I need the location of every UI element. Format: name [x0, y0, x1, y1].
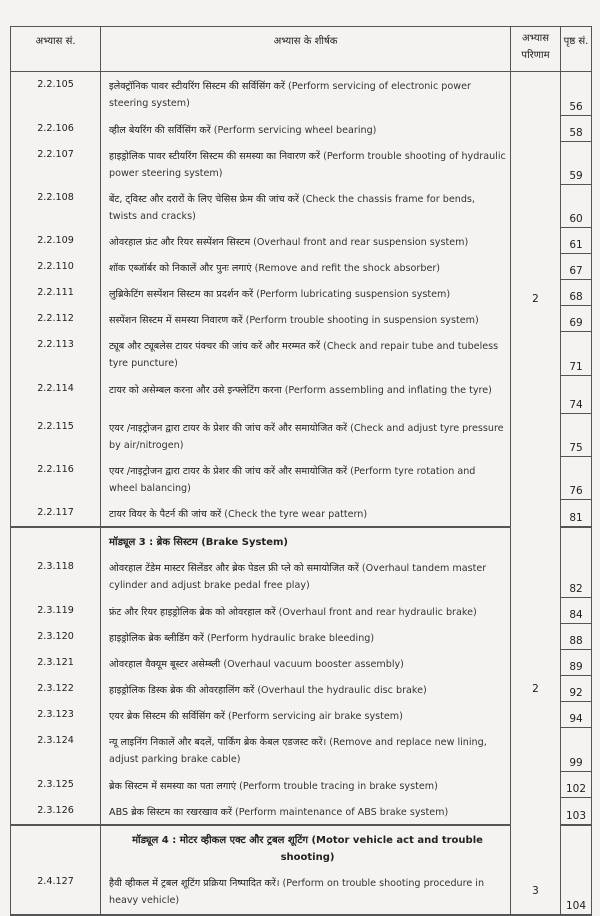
exercise-title — [101, 624, 511, 650]
exercise-title-hindi: एयर /नाइट्रोजन द्वारा टायर के प्रेशर की जांच करें और समायोजित करें — [109, 465, 348, 477]
exercise-number: 2.3.118 — [11, 554, 101, 598]
table-row — [11, 376, 592, 414]
table-row — [11, 457, 592, 500]
exercise-title — [101, 457, 511, 500]
exercise-title-english: (Remove and replace new lining, adjust parking brake cable) — [109, 736, 487, 765]
exercise-title-hindi: फ्रंट और रियर हाइड्रोलिक ब्रेक को ओवरहाल करें — [109, 606, 276, 618]
exercise-title-hindi: शॉक एब्जॉर्बर को निकालें और पुनः लगाएं — [109, 262, 252, 274]
exercise-number: 2.3.119 — [11, 598, 101, 624]
exercise-title — [101, 676, 511, 702]
exercise-number: 2.2.106 — [11, 116, 101, 142]
page-number: 81 — [561, 500, 592, 527]
page-number: 74 — [561, 376, 592, 414]
exercise-title — [101, 254, 511, 280]
page-number: 76 — [561, 457, 592, 500]
exercise-title — [101, 728, 511, 772]
table-row — [11, 142, 592, 185]
table-row — [11, 116, 592, 142]
exercise-title — [101, 142, 511, 185]
exercise-title-english: (Perform trouble shooting of hydraulic power steering system) — [109, 150, 506, 179]
exercise-title — [101, 702, 511, 728]
page-number: 75 — [561, 414, 592, 457]
module-header-spacer — [11, 825, 101, 869]
table-row — [11, 332, 592, 376]
table-row — [11, 306, 592, 332]
exercise-title-english: (Perform trouble tracing in brake system) — [236, 780, 438, 792]
exercise-number: 2.3.123 — [11, 702, 101, 728]
table-row — [11, 728, 592, 772]
exercise-title-hindi: एयर /नाइट्रोजन द्वारा टायर के प्रेशर की जांच करें और समायोजित करें — [109, 422, 348, 434]
exercise-title-hindi: हाइड्रोलिक ब्रेक ब्लीडिंग करें — [109, 632, 204, 644]
exercise-title — [101, 185, 511, 228]
exercise-number: 2.2.108 — [11, 185, 101, 228]
exercise-title — [101, 598, 511, 624]
exercise-title-english: (Perform maintenance of ABS brake system) — [231, 806, 449, 818]
exercise-title-hindi: लुब्रिकेटिंग सस्पेंशन सिस्टम का प्रदर्शन करें — [109, 288, 254, 300]
exercise-title — [101, 798, 511, 825]
table-row — [11, 772, 592, 798]
module-header-row — [11, 527, 592, 554]
exercise-title-english: (Perform trouble shooting in suspension system) — [242, 314, 479, 326]
exercise-title — [101, 500, 511, 527]
exercise-number: 2.3.122 — [11, 676, 101, 702]
exercise-title-hindi: ट्यूब और ट्यूबलेस टायर पंक्चर की जांच करें और मरम्मत करें — [109, 340, 321, 352]
exercise-title — [101, 228, 511, 254]
table-header-row — [11, 27, 592, 72]
page-number: 84 — [561, 598, 592, 624]
exercise-title-hindi: व्हील बेयरिंग की सर्विसिंग करें — [109, 124, 211, 136]
module-title: मॉड्यूल 3 : ब्रेक सिस्टम (Brake System) — [101, 527, 511, 554]
exercise-number: 2.2.116 — [11, 457, 101, 500]
exercise-number: 2.2.107 — [11, 142, 101, 185]
exercise-title-hindi: हाइड्रोलिक डिस्क ब्रेक की ओवरहालिंग करें — [109, 684, 255, 696]
table-row — [11, 650, 592, 676]
exercise-number: 2.2.112 — [11, 306, 101, 332]
header-page-no: पृष्ठ सं. — [561, 27, 592, 72]
page-number: 82 — [561, 554, 592, 598]
exercise-title-english: (Check the tyre wear pattern) — [221, 508, 368, 520]
table-row — [11, 598, 592, 624]
module-title: मॉड्यूल 4 : मोटर व्हीकल एक्ट और ट्रबल शूटिंग (Motor vehicle act and trouble shooting) — [101, 825, 511, 869]
exercise-title — [101, 72, 511, 116]
exercise-number: 2.3.120 — [11, 624, 101, 650]
exercise-index-table — [10, 26, 592, 916]
page-number: 92 — [561, 676, 592, 702]
exercise-title-english: (Perform servicing wheel bearing) — [210, 124, 377, 136]
exercise-title-hindi: न्यू लाइनिंग निकालें और बदलें, पार्किंग ब्रेक केबल एडजस्ट करें। — [109, 736, 327, 748]
exercise-title — [101, 280, 511, 306]
page-number: 102 — [561, 772, 592, 798]
exercise-number: 2.2.113 — [11, 332, 101, 376]
table-row — [11, 228, 592, 254]
exercise-title — [101, 332, 511, 376]
exercise-title-english: (Check the chassis frame for bends, twists and cracks) — [109, 193, 475, 222]
table-row — [11, 280, 592, 306]
page-number: 99 — [561, 728, 592, 772]
exercise-number: 2.2.117 — [11, 500, 101, 527]
exercise-title-hindi: बेंट, ट्विस्ट और दरारों के लिए चेसिस फ्रेम की जांच करें — [109, 193, 299, 205]
exercise-number: 2.2.115 — [11, 414, 101, 457]
exercise-title-hindi: हैवी व्हीकल में ट्रबल शूटिंग प्रक्रिया निष्पादित करें। — [109, 877, 280, 889]
page-number: 67 — [561, 254, 592, 280]
exercise-number: 2.4.127 — [11, 869, 101, 915]
exercise-title-english: (Overhaul front and rear hydraulic brake) — [275, 606, 477, 618]
exercise-title-hindi: ओवरहाल वैक्यूम बूस्टर असेम्ब्ली — [109, 658, 221, 670]
exercise-title-english: (Overhaul front and rear suspension system) — [250, 236, 469, 248]
exercise-title-english: (Remove and refit the shock absorber) — [251, 262, 441, 274]
exercise-number: 2.2.109 — [11, 228, 101, 254]
table-row — [11, 798, 592, 825]
table-row — [11, 676, 592, 702]
exercise-title-english: (Perform assembling and inflating the tyre) — [281, 384, 492, 396]
table-row — [11, 414, 592, 457]
module-header-row — [11, 825, 592, 869]
table-row — [11, 624, 592, 650]
page-number: 56 — [561, 72, 592, 116]
table-body — [11, 72, 592, 915]
exercise-number: 2.3.125 — [11, 772, 101, 798]
page-number: 89 — [561, 650, 592, 676]
exercise-title — [101, 414, 511, 457]
page-number: 88 — [561, 624, 592, 650]
exercise-title-english: (Overhaul the hydraulic disc brake) — [254, 684, 427, 696]
page-number: 104 — [561, 869, 592, 915]
exercise-title — [101, 869, 511, 915]
page-number: 60 — [561, 185, 592, 228]
module-header-result — [511, 527, 561, 554]
exercise-title — [101, 116, 511, 142]
page-number: 71 — [561, 332, 592, 376]
exercise-title-hindi: इलेक्ट्रॉनिक पावर स्टीयरिंग सिस्टम की सर्विसिंग करें — [109, 81, 285, 92]
table-row — [11, 72, 592, 116]
exercise-title-english: (Perform servicing air brake system) — [224, 710, 403, 722]
exercise-result: 3 — [511, 869, 561, 915]
module-header-page — [561, 825, 592, 869]
exercise-title-hindi: ओवरहाल टेंडेम मास्टर सिलेंडर और ब्रेक पेडल फ्री प्ले को समायोजित करें — [109, 562, 359, 574]
exercise-title — [101, 772, 511, 798]
table-row — [11, 500, 592, 527]
page-number: 59 — [561, 142, 592, 185]
exercise-number: 2.2.110 — [11, 254, 101, 280]
table-row — [11, 554, 592, 598]
exercise-title — [101, 376, 511, 414]
page-number: 94 — [561, 702, 592, 728]
page-number: 69 — [561, 306, 592, 332]
module-header-spacer — [11, 527, 101, 554]
exercise-result: 2 — [511, 554, 561, 825]
exercise-title-english: (Check and adjust tyre pressure by air/nitrogen) — [109, 422, 504, 451]
table-row — [11, 869, 592, 915]
table-row — [11, 702, 592, 728]
exercise-result: 2 — [511, 72, 561, 527]
exercise-title-english: (Check and repair tube and tubeless tyre puncture) — [109, 340, 499, 369]
header-exercise-result: अभ्यास परिणाम — [511, 27, 561, 72]
exercise-title-hindi: सस्पेंशन सिस्टम में समस्या निवारण करें — [109, 314, 243, 326]
page-number: 68 — [561, 280, 592, 306]
exercise-title-english: (Perform servicing of electronic power steering system) — [109, 81, 471, 109]
exercise-title-english: (Perform hydraulic brake bleeding) — [203, 632, 375, 644]
exercise-number: 2.2.105 — [11, 72, 101, 116]
exercise-title-english: (Overhaul vacuum booster assembly) — [220, 658, 404, 670]
module-header-page — [561, 527, 592, 554]
exercise-title-hindi: ओवरहाल फ्रंट और रियर सस्पेंशन सिस्टम — [109, 236, 251, 248]
exercise-title-hindi: टायर को असेम्बल करना और उसे इन्फ्लेटिंग करना — [109, 384, 282, 396]
module-header-result — [511, 825, 561, 869]
exercise-title — [101, 554, 511, 598]
header-exercise-title: अभ्यास के शीर्षक — [101, 27, 511, 72]
exercise-number: 2.2.111 — [11, 280, 101, 306]
exercise-title — [101, 650, 511, 676]
exercise-title-english: (Perform tyre rotation and wheel balancing) — [109, 465, 476, 494]
exercise-number: 2.3.121 — [11, 650, 101, 676]
exercise-title-hindi: एयर ब्रेक सिस्टम की सर्विसिंग करें — [109, 710, 225, 722]
page-number: 58 — [561, 116, 592, 142]
exercise-title-hindi: ABS ब्रेक सिस्टम का रखरखाव करें — [109, 806, 232, 818]
header-exercise-no: अभ्यास सं. — [11, 27, 101, 72]
exercise-number: 2.2.114 — [11, 376, 101, 414]
exercise-number: 2.3.124 — [11, 728, 101, 772]
page-number: 61 — [561, 228, 592, 254]
table-row — [11, 185, 592, 228]
exercise-title-hindi: ब्रेक सिस्टम में समस्या का पता लगाएं — [109, 780, 237, 792]
exercise-title-english: (Overhaul tandem master cylinder and adjust brake pedal free play) — [109, 562, 487, 591]
exercise-title-hindi: टायर वियर के पैटर्न की जांच करें — [109, 508, 222, 520]
exercise-number: 2.3.126 — [11, 798, 101, 825]
table-row — [11, 254, 592, 280]
exercise-title-hindi: हाइड्रोलिक पावर स्टीयरिंग सिस्टम की समस्या का निवारण करें — [109, 150, 321, 162]
exercise-title-english: (Perform on trouble shooting procedure in heavy vehicle) — [109, 877, 485, 906]
page-number: 103 — [561, 798, 592, 825]
exercise-title — [101, 306, 511, 332]
exercise-title-english: (Perform lubricating suspension system) — [253, 288, 451, 300]
